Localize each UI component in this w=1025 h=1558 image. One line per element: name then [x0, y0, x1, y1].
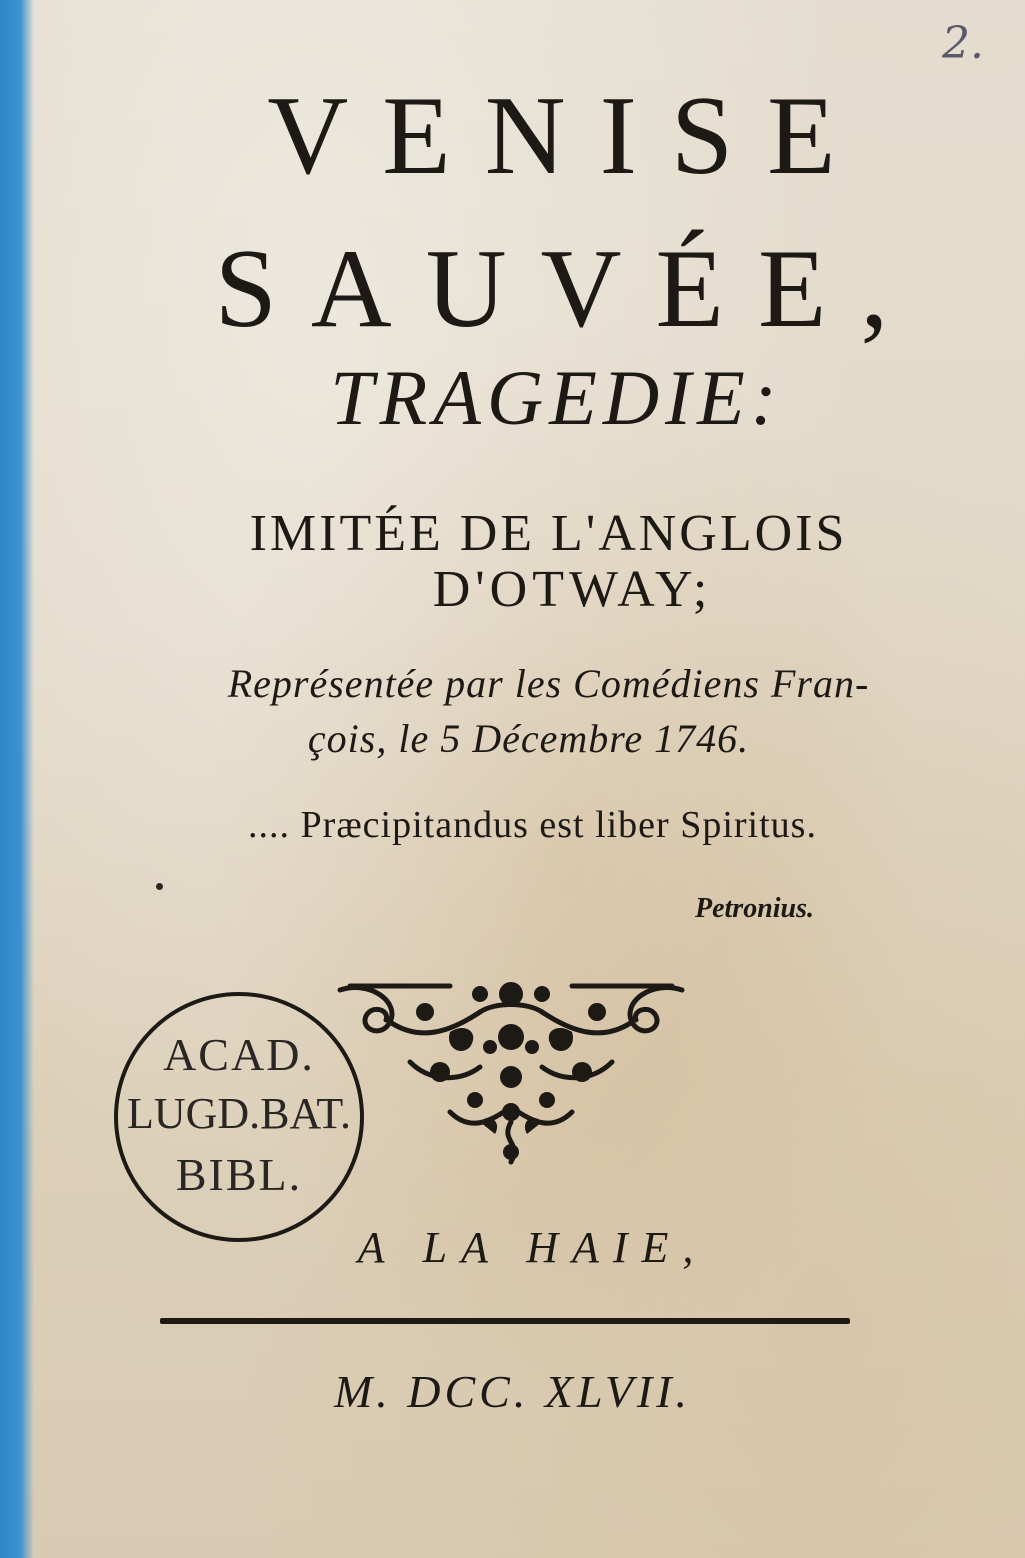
- title-line-sauvee: SAUVÉE,: [214, 227, 923, 351]
- title-line-tragedie: TRAGEDIE:: [330, 354, 783, 441]
- stamp-line-2: LUGD.BAT.: [126, 1089, 352, 1138]
- performance-line-2: çois, le 5 Décembre 1746.: [307, 716, 750, 761]
- ink-dot: [156, 883, 163, 890]
- title-line-venise: VENISE: [267, 74, 870, 198]
- stamp-line-1: ACAD.: [163, 1029, 315, 1080]
- stamp-line-3: BIBL.: [175, 1149, 303, 1200]
- subtitle-line-1: IMITÉE DE L'ANGLOIS: [249, 505, 848, 562]
- divider-rule: [160, 1318, 850, 1324]
- imprint-place: A LA HAIE,: [357, 1223, 708, 1272]
- fleuron-ornament-icon: [330, 972, 692, 1172]
- epigraph-text: .... Præcipitandus est liber Spiritus.: [248, 804, 817, 846]
- epigraph-author: Petronius.: [695, 893, 815, 924]
- library-stamp: [112, 990, 366, 1244]
- performance-line-1: Représentée par les Comédiens Fran-: [227, 661, 870, 706]
- page-number: 2.: [942, 18, 984, 69]
- subtitle-line-2: D'OTWAY;: [432, 561, 713, 618]
- imprint-date: M. DCC. XLVII.: [333, 1366, 692, 1417]
